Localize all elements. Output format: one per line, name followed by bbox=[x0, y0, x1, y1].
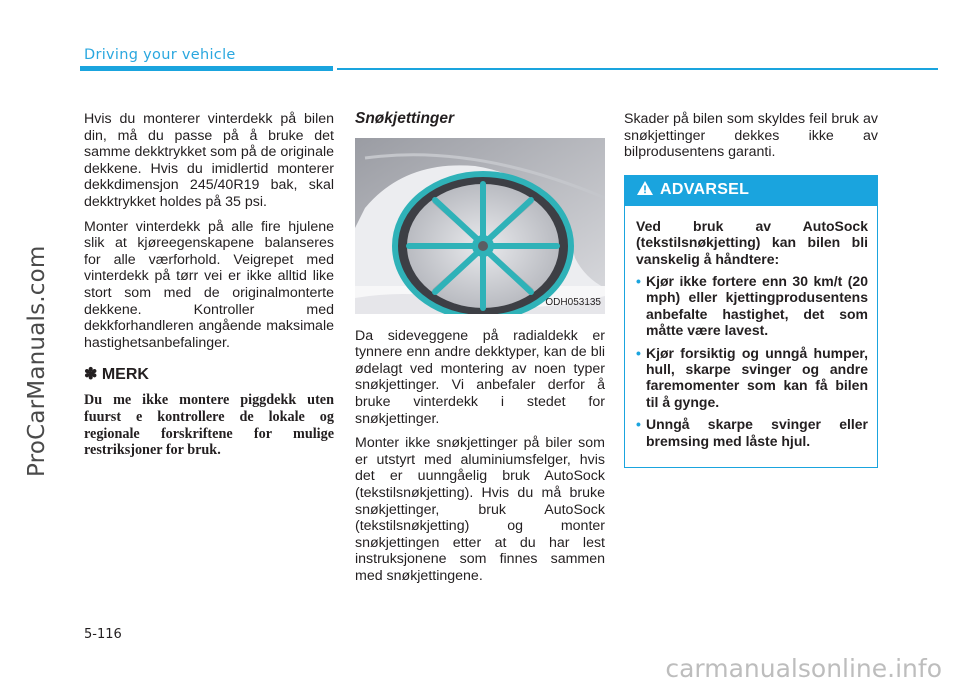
middle-column bbox=[355, 111, 605, 593]
warning-intro: Ved bruk av AutoSock (tekstilsnøkjetting) kan bilen bli vanskelig å håndtere: bbox=[636, 217, 868, 267]
section-header: Driving your vehicle bbox=[84, 47, 236, 63]
autosock-wheel-illustration bbox=[355, 138, 605, 314]
snow-chains-title: Snøkjettinger bbox=[355, 110, 455, 127]
bottom-watermark: carmanualsonline.info bbox=[665, 654, 942, 683]
paragraph-winter-tire-pressure: Hvis du monterer vinterdekk på bilen din, må du passe på å bruke det samme dekktrykket som på de originale dekkene. Hvis du imidlertid monterer dekkdimensjon 245/40R19 bak, skal dekktrykket holdes på 35 psi. bbox=[84, 111, 334, 210]
header-rule bbox=[337, 68, 938, 70]
paragraph-four-wheels: Monter vinterdekk på alle fire hjulene slik at kjøreegenskapene balanseres for alle værforhold. Veigrepet med vinterdekk på tørr vei er ikke alltid like stort som med de originalmonterte dekkene. Kontroller med dekkforhandleren angående maksimale hastighetsanbefalinger. bbox=[84, 218, 334, 351]
warning-list bbox=[636, 273, 868, 449]
warning-item: • Unngå skarpe svinger eller bremsing med låste hjul. bbox=[636, 416, 868, 449]
warning-body bbox=[625, 206, 877, 467]
figure-code: ODH053135 bbox=[545, 297, 601, 308]
bullet-icon: • bbox=[636, 416, 641, 433]
paragraph-warranty: Skader på bilen som skyldes feil bruk av snøkjettinger dekkes ikke av bilprodusentens garanti. bbox=[624, 111, 878, 161]
warning-header bbox=[625, 176, 877, 206]
page-number: 5-116 bbox=[84, 627, 122, 642]
right-column bbox=[624, 111, 878, 468]
warning-item: • Kjør forsiktig og unngå humper, hull, skarpe svinger og andre faremomenter som kan få bilen til å gynge. bbox=[636, 344, 868, 410]
paragraph-radial-sidewalls: Da sideveggene på radialdekk er tynnere enn andre dekktyper, kan de bli ødelagt ved montering av noen typer snøkjettinger. Vi anbefaler derfor å bruke vinterdekk i stedet for snøkjettinger. bbox=[355, 327, 605, 427]
paragraph-autosock: Monter ikke snøkjettinger på biler som er utstyrt med aluminiumsfelger, hvis det er uunngåelig bruk AutoSock (tekstilsnøkjetting). Hvis du må bruke snøkjettinger, bruk AutoSock (tekstilsnøkjetting) og monter snøkjettingen etter at du har lest instruksjonene som finnes sammen med snøkjettingene. bbox=[355, 435, 605, 584]
warning-title: ADVARSEL bbox=[660, 181, 750, 199]
left-column bbox=[84, 111, 334, 459]
side-watermark: ProCarManuals.com bbox=[24, 245, 50, 477]
header-bar-thick bbox=[80, 66, 333, 71]
warning-triangle-icon bbox=[637, 181, 653, 200]
bullet-icon: • bbox=[636, 344, 641, 361]
warning-box bbox=[624, 175, 878, 468]
warning-item: • Kjør ikke fortere enn 30 km/t (20 mph) eller kjettingprodusentens anbefalte hastighet, det som måtte være lavest. bbox=[636, 273, 868, 339]
bullet-icon: • bbox=[636, 273, 641, 289]
note-title: ✽ MERK bbox=[84, 366, 149, 384]
wheel-drawing bbox=[355, 138, 605, 314]
note-body: Du me ikke montere piggdekk uten fuurst e kontrollere de lokale og regionale forskriftene for mulige restriksjoner for bruk. bbox=[84, 391, 334, 459]
